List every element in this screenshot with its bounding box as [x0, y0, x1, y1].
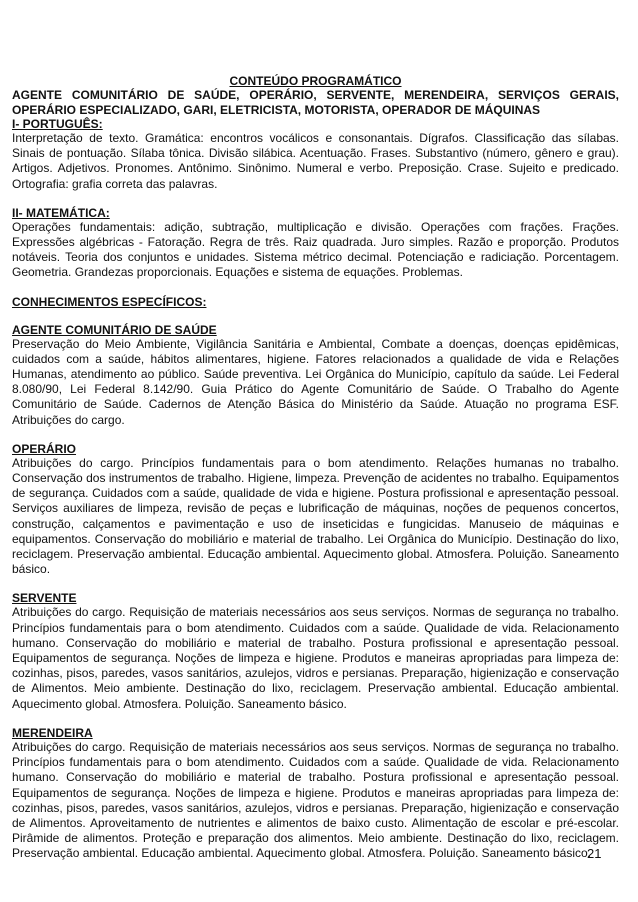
section-text-matematica: Operações fundamentais: adição, subtração, multiplicação e divisão. Operações com frações. Frações. Expressões algébricas - Fatoração. Regra de três. Raiz quadrada. Juro simples. Razão e proporção. Produtos notáveis. Teoria dos conjuntos e unidades. Sistema métrico decimal. Potenciação e radiciação. Porcentagem. Geometria. Grandezas proporcionais. Equações e sistema de equações. Problemas. — [12, 219, 619, 280]
section-heading-especificos: CONHECIMENTOS ESPECÍFICOS: — [12, 294, 207, 309]
section-text-operario: Atribuições do cargo. Princípios fundamentais para o bom atendimento. Relações humanas no trabalho. Conservação dos instrumentos de trabalho. Higiene, limpeza. Prevenção de acidentes no trabalho. Equipamentos de segurança. Cuidados com a saúde, qualidade de vida e higiene. Postura profissional e apresentação pessoal. Serviços auxiliares de limpeza, revisão de peças e lubrificação de máquinas, noções de pequenos concertos, construção, calçamentos e pavimentação e uso de inseticidas e fungicidas. Manuseio de máquinas e equipamentos. Conservação do mobiliário e material de trabalho. Lei Orgânica do Município. Destinação do lixo, reciclagem. Preservação ambiental. Educação ambiental. Aquecimento global. Atmosfera. Poluição. Saneamento básico. — [12, 455, 619, 577]
section-heading-matematica: II- MATEMÁTICA: — [12, 205, 110, 220]
section-heading-servente: SERVENTE — [12, 591, 77, 606]
page-number: 21 — [587, 846, 602, 861]
section-text-portugues: Interpretação de texto. Gramática: encontros vocálicos e consonantais. Dígrafos. Classificação das sílabas. Sinais de pontuação. Sílaba tônica. Divisão silábica. Acentuação. Frases. Substantivo (número, gênero e grau). Artigos. Adjetivos. Pronomes. Antônimo. Sinônimo. Numeral e verbo. Preposição. Crase. Sujeito e predicado. Ortografia: grafia correta das palavras. — [12, 131, 619, 191]
section-heading-agente: AGENTE COMUNITÁRIO DE SAÚDE — [12, 322, 217, 337]
section-text-servente: Atribuições do cargo. Requisição de materiais necessários aos seus serviços. Normas de segurança no trabalho. Princípios fundamentais para o bom atendimento. Cuidados com a saúde. Qualidade de vida. Relacionamento humano. Conservação do mobiliário e material de trabalho. Postura profissional e apresentação pessoal. Equipamentos de segurança. Noções de limpeza e higiene. Produtos e maneiras apropriadas para limpeza de: cozinhas, pisos, paredes, vasos sanitários, azulejos, vidros e persianas. Preparação, higienização e conservação de Alimentos. Meio ambiente. Destinação do lixo, reciclagem. Preservação ambiental. Educação ambiental. Aquecimento global. Atmosfera. Poluição. Saneamento básico. — [12, 605, 619, 711]
section-heading-portugues: I- PORTUGUÊS: — [12, 117, 103, 131]
section-heading-operario: OPERÁRIO — [12, 441, 77, 456]
roles-header: AGENTE COMUNITÁRIO DE SAÚDE, OPERÁRIO, SERVENTE, MERENDEIRA, SERVIÇOS GERAIS, OPERÁRIO ESPECIALIZADO, GARI, ELETRICISTA, MOTORISTA, OPERADOR DE MÁQUINAS — [12, 88, 619, 117]
section-text-merendeira: Atribuições do cargo. Requisição de materiais necessários aos seus serviços. Normas de segurança no trabalho. Princípios fundamentais para o bom atendimento. Cuidados com a saúde. Qualidade de vida. Relacionamento humano. Conservação do mobiliário e material de trabalho. Postura profissional e apresentação pessoal. Equipamentos de segurança. Noções de limpeza e higiene. Produtos e maneiras apropriadas para limpeza de: cozinhas, pisos, paredes, vasos sanitários, azulejos, vidros e persianas. Preparação, higienização e conservação de Alimentos. Aproveitamento de nutrientes e alimentos de baixo custo. Alimentação de escolar e pré-escolar. Pirâmide de alimentos. Proteção e preparação dos alimentos. Meio ambiente. Destinação do lixo, reciclagem. Preservação ambiental. Educação ambiental. Aquecimento global. Atmosfera. Poluição. Saneamento básico. — [12, 739, 619, 861]
section-heading-merendeira: MERENDEIRA — [12, 725, 93, 740]
document-page — [12, 74, 619, 862]
page-title: CONTEÚDO PROGRAMÁTICO — [229, 74, 402, 88]
section-text-agente: Preservação do Meio Ambiente, Vigilância Sanitária e Ambiental, Combate a doenças, doenças epidêmicas, cuidados com a saúde, hábitos alimentares, higiene. Fatores relacionados a qualidade de vida e Relações Humanas, atendimento ao público. Saúde preventiva. Lei Orgânica do Município, capítulo da saúde. Lei Federal 8.080/90, Lei Federal 8.142/90. Guia Prático do Agente Comunitário de Saúde. O Trabalho do Agente Comunitário de Saúde. Cadernos de Atenção Básica do Ministério da Saúde. Atuação no programa ESF. Atribuições do cargo. — [12, 336, 619, 427]
